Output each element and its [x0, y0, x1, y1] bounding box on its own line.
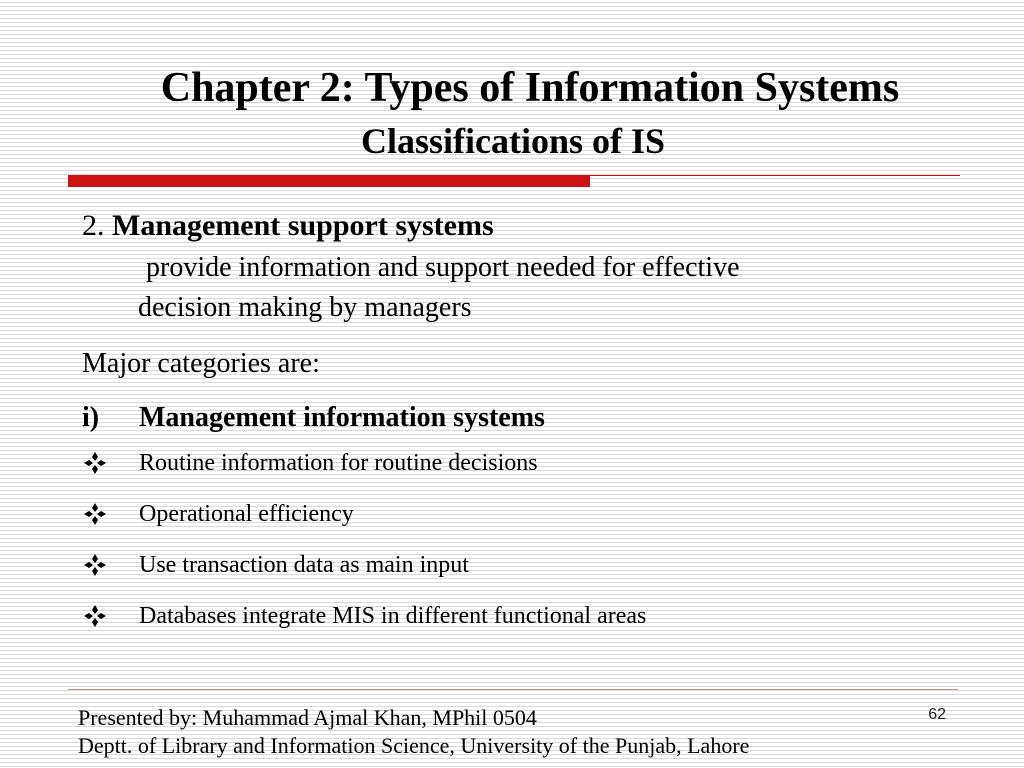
list-item	[82, 601, 982, 652]
category-item	[82, 398, 982, 438]
bullet-list	[82, 448, 982, 652]
section-heading-text: Management support systems	[112, 209, 494, 242]
slide-title: Chapter 2: Types of Information Systems	[160, 65, 900, 111]
diamond-bullet-icon	[84, 503, 106, 525]
diamond-bullet-icon	[84, 452, 106, 474]
section-heading	[82, 204, 982, 248]
footer-department: Deptt. of Library and Information Science, University of the Punjab, Lahore	[78, 733, 750, 758]
slide-footer	[78, 704, 749, 760]
bullet-text: Operational efficiency	[139, 501, 354, 527]
category-number: i)	[82, 402, 100, 433]
title-underline-thick	[68, 175, 590, 187]
bullet-text: Routine information for routine decisions	[139, 450, 538, 476]
major-categories-label: Major categories are:	[82, 348, 320, 379]
bullet-text: Use transaction data as main input	[139, 552, 469, 578]
title-underline-thin	[590, 175, 960, 176]
list-item	[82, 499, 982, 550]
page-number: 62	[928, 706, 946, 723]
category-label: Management information systems	[139, 402, 545, 433]
diamond-bullet-icon	[84, 605, 106, 627]
description-line-1: provide information and support needed for effective	[146, 252, 740, 283]
section-description	[138, 248, 898, 328]
diamond-bullet-icon	[84, 554, 106, 576]
footer-divider	[68, 689, 958, 690]
slide-subtitle: Classifications of IS	[360, 121, 666, 161]
list-item	[82, 448, 982, 499]
footer-presenter: Presented by: Muhammad Ajmal Khan, MPhil 0504	[78, 705, 537, 730]
list-item	[82, 550, 982, 601]
section-number: 2.	[82, 209, 105, 242]
bullet-text: Databases integrate MIS in different functional areas	[139, 603, 647, 629]
slide-body	[82, 204, 982, 652]
description-line-2: decision making by managers	[138, 292, 472, 323]
